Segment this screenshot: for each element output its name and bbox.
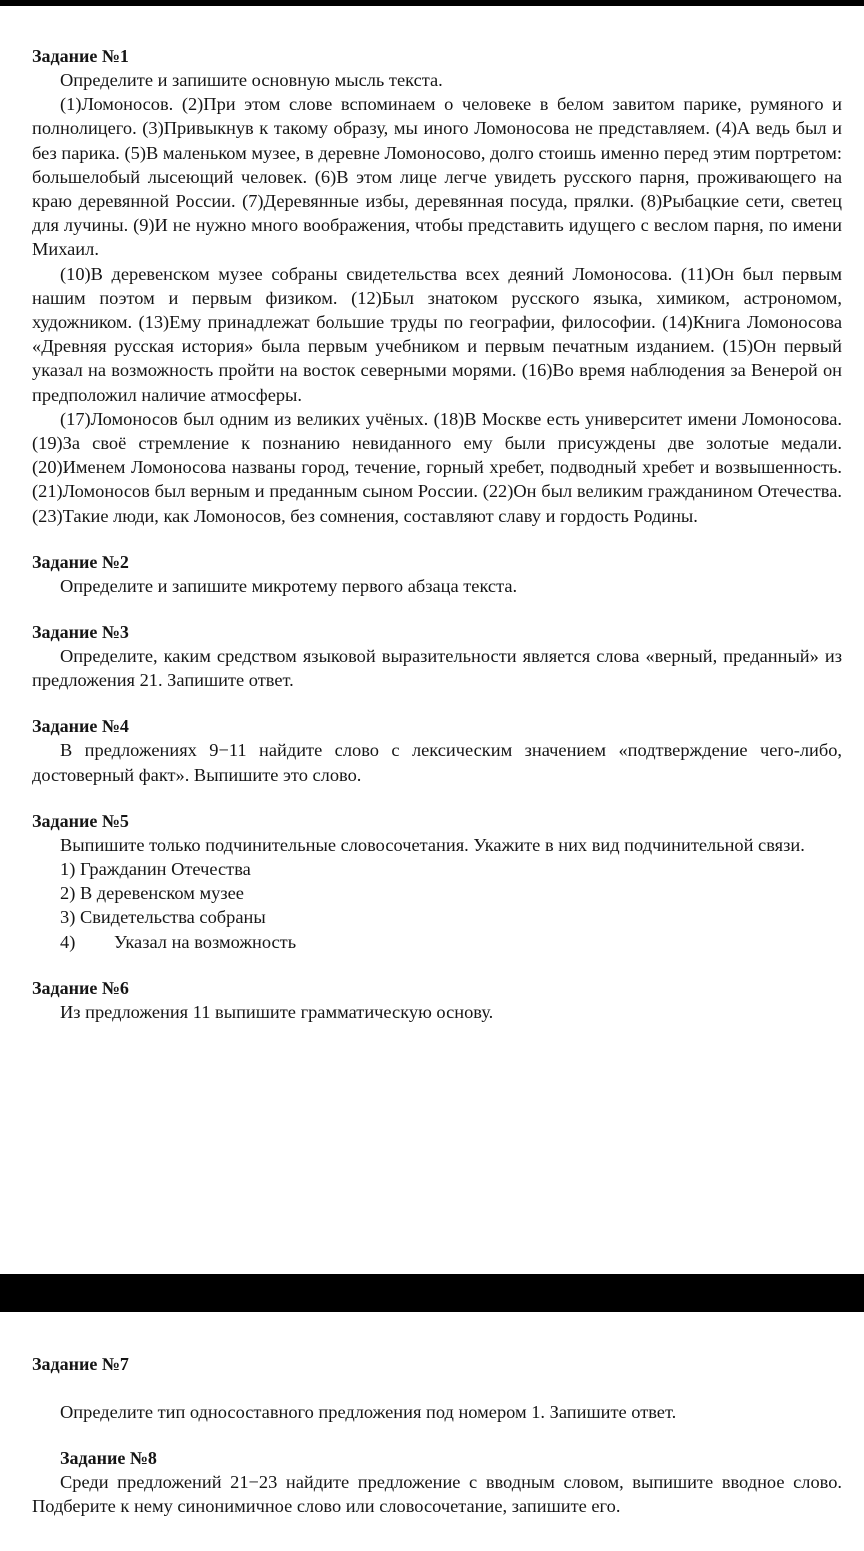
document-page-2 [32,1352,842,1541]
option-item [32,857,842,881]
option-number: 3) [60,907,76,928]
task-8 [32,1446,842,1518]
option-number: 2) [60,883,76,904]
option-text: Гражданин Отечества [79,859,251,880]
text-paragraph-1: (1)Ломоносов. (2)При этом слове вспоминаем о человеке в белом завитом парике, румяного и полнолицего. (3)Привыкнув к такому образу, мы иного Ломоносова не представляем. (4)А ведь был и без парика. (5)В маленьком музее, в деревне Ломоносово, долго стоишь именно перед этим портретом: большелобый лысеющий человек. (6)В этом лице легче увидеть русского парня, проживающего на краю деревянной России. (7)Деревянные избы, деревянная посуда, прялки. (8)Рыбацкие сети, светец для лучины. (9)И не нужно много воображения, чтобы представить идущего с веслом парня, по имени Михаил. [32,94,842,260]
task-8-text: Среди предложений 21−23 найдите предложение с вводным словом, выпишите вводное слово. Подберите к нему синонимичное слово или словосочетание, запишите его. [32,1472,842,1517]
task-1 [32,44,842,528]
task-1-title: Задание №1 [32,46,129,66]
task-3 [32,620,842,692]
task-6-text: Из предложения 11 выпишите грамматическую основу. [60,1001,494,1022]
task-5 [32,809,842,954]
task-8-title: Задание №8 [60,1448,157,1469]
option-number: 1) [60,859,76,880]
option-item [32,930,842,954]
task-5-title: Задание №5 [32,810,129,831]
task-3-text: Определите, каким средством языковой выразительности является слова «верный, преданный» из предложения 21. Запишите ответ. [32,646,842,691]
task-5-text: Выпишите только подчинительные словосочетания. Укажите в них вид подчинительной связи. [60,834,805,855]
option-text: Указал на возможность [114,931,297,952]
task-4-title: Задание №4 [32,716,129,737]
task-7 [32,1352,842,1424]
top-black-bar [0,0,864,6]
task-6 [32,976,842,1024]
task-5-options [32,857,842,954]
text-paragraph-2: (10)В деревенском музее собраны свидетельства всех деяний Ломоносова. (11)Он был первым нашим поэтом и первым физиком. (12)Был знатоком русского языка, химиком, астрономом, художником. (13)Ему принадлежат большие труды по географии, философии. (14)Книга Ломоносова «Древняя русская история» была первым учебником и первым печатным изданием. (15)Он первый указал на возможность пройти на восток северными морями. (16)Во время наблюдения за Венерой он предположил наличие атмосферы. [32,263,842,405]
option-number: 4) [60,931,76,952]
task-3-title: Задание №3 [32,622,129,643]
task-2 [32,550,842,598]
option-text: В деревенском музее [79,883,244,904]
option-item [32,881,842,905]
document-page-1 [32,44,842,1046]
task-6-title: Задание №6 [32,977,129,998]
option-text: Свидетельства собраны [79,907,266,928]
task-4-text: В предложениях 9−11 найдите слово с лексическим значением «подтверждение чего-либо, достоверный факт». Выпишите это слово. [32,740,842,785]
task-2-text: Определите и запишите микротему первого абзаца текста. [60,575,518,596]
task-4 [32,714,842,786]
task-1-instruction: Определите и запишите основную мысль текста. [60,70,443,90]
page-divider-bar [0,1274,864,1312]
task-7-text: Определите тип односоставного предложения под номером 1. Запишите ответ. [60,1402,677,1422]
task-2-title: Задание №2 [32,551,129,572]
option-item [32,905,842,929]
task-7-title: Задание №7 [32,1354,129,1374]
text-paragraph-3: (17)Ломоносов был одним из великих учёных. (18)В Москве есть университет имени Ломоносова. (19)За своё стремление к познанию невиданного ему были присуждены две золотые медали. (20)Именем Ломоносова названы город, течение, горный хребет, подводный хребет и возвышенность. (21)Ломоносов был верным и преданным сыном России. (22)Он был великим гражданином Отечества. (23)Такие люди, как Ломоносов, без сомнения, составляют славу и гордость Родины. [32,408,842,526]
